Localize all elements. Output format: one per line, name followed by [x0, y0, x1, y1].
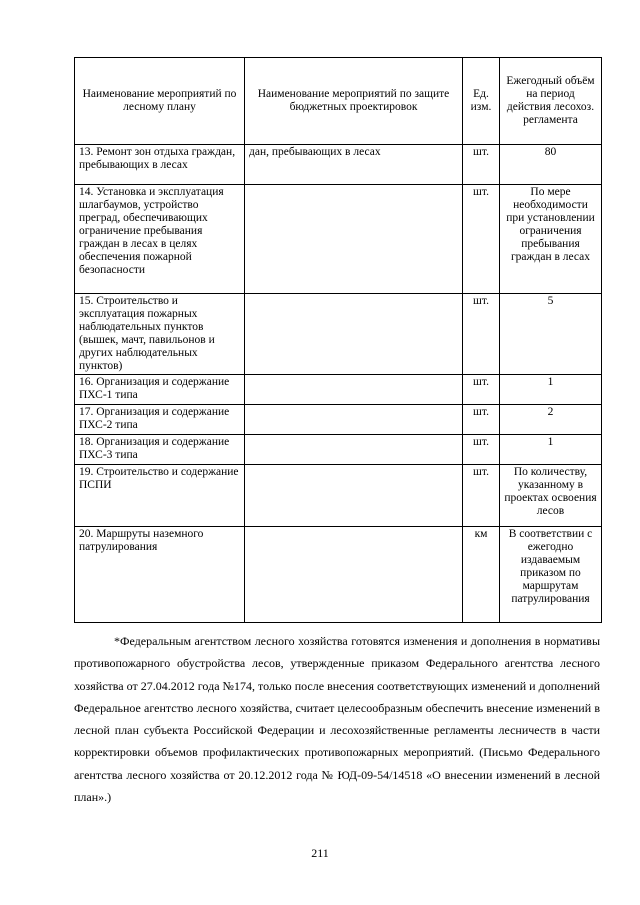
header-annual-volume: Ежегодный объём на период действия лесохоз. регламента: [500, 58, 602, 145]
row-measure-name: 17. Организация и содержание ПХС-2 типа: [75, 405, 245, 435]
header-plan-measures: Наименование мероприятий по лесному плану: [75, 58, 245, 145]
row-measure-name: 20. Маршруты наземного патрулирования: [75, 527, 245, 623]
row-annual-amount: 1: [500, 435, 602, 465]
page-number: 211: [311, 846, 329, 860]
table-row: [75, 435, 602, 465]
row-unit: шт.: [463, 375, 500, 405]
row-budget-measure: [245, 435, 463, 465]
row-budget-measure: [245, 375, 463, 405]
row-annual-amount: 5: [500, 294, 602, 375]
fire-measures-table: [74, 57, 602, 623]
row-measure-name: 14. Установка и эксплуатация шлагбаумов, устройство преград, обеспечивающих ограничение пребывания граждан в лесах в целях обеспечения пожарной безопасности: [75, 185, 245, 294]
row-budget-measure: [245, 185, 463, 294]
row-budget-measure: [245, 294, 463, 375]
table-row: [75, 527, 602, 623]
table-row: [75, 375, 602, 405]
table-header-row: [75, 58, 602, 145]
row-annual-amount: 80: [500, 145, 602, 185]
row-budget-measure: [245, 527, 463, 623]
row-annual-amount: По мере необходимости при установлении ограничения пребывания граждан в лесах: [500, 185, 602, 294]
row-annual-amount: В соответствии с ежегодно издаваемым приказом по маршрутам патрулирования: [500, 527, 602, 623]
row-measure-name: 16. Организация и содержание ПХС-1 типа: [75, 375, 245, 405]
row-budget-measure: [245, 405, 463, 435]
table-row: [75, 294, 602, 375]
row-annual-amount: 1: [500, 375, 602, 405]
row-unit: шт.: [463, 465, 500, 527]
table-row: [75, 185, 602, 294]
row-measure-name: 19. Строительство и содержание ПСПИ: [75, 465, 245, 527]
row-unit: шт.: [463, 405, 500, 435]
table-row: [75, 465, 602, 527]
row-budget-measure: [245, 465, 463, 527]
row-budget-measure: дан, пребывающих в лесах: [245, 145, 463, 185]
table-row: [75, 145, 602, 185]
row-unit: км: [463, 527, 500, 623]
row-unit: шт.: [463, 435, 500, 465]
footnote: [74, 630, 600, 808]
row-annual-amount: 2: [500, 405, 602, 435]
row-unit: шт.: [463, 145, 500, 185]
row-unit: шт.: [463, 294, 500, 375]
row-measure-name: 15. Строительство и эксплуатация пожарных наблюдательных пунктов (вышек, мачт, павильонов и других наблюдательных пунктов): [75, 294, 245, 375]
footnote-text: *Федеральным агентством лесного хозяйства готовятся изменения и дополнения в нормативы противопожарного обустройства лесов, утвержденные приказом Федерального агентства лесного хозяйства от 27.04.2012 года №174, только после внесения соответствующих изменений и дополнений Федеральное агентство лесного хозяйства, считает целесообразным обеспечить внесение изменений в лесной план субъекта Российской Федерации и лесохозяйственные регламенты лесничеств в части корректировки объемов профилактических противопожарных мероприятий. (Письмо Федерального агентства лесного хозяйства от 20.12.2012 года № ЮД-09-54/14518 «О внесении изменений в лесной план».): [74, 634, 600, 805]
row-measure-name: 18. Организация и содержание ПХС-3 типа: [75, 435, 245, 465]
row-annual-amount: По количеству, указанному в проектах освоения лесов: [500, 465, 602, 527]
table-row: [75, 405, 602, 435]
header-budget-measures: Наименование мероприятий по защите бюджетных проектировок: [245, 58, 463, 145]
header-unit: Ед. изм.: [463, 58, 500, 145]
row-unit: шт.: [463, 185, 500, 294]
row-measure-name: 13. Ремонт зон отдыха граждан, пребывающих в лесах: [75, 145, 245, 185]
